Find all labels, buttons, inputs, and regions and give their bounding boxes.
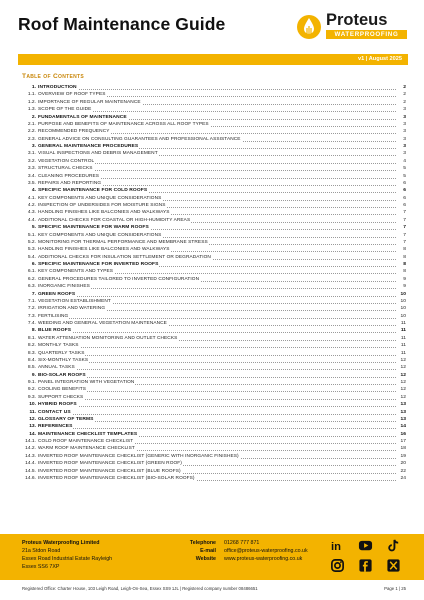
toc-entry-label: GENERAL PROCEDURES TAILORED TO INVERTED CONFIGURATION [38, 276, 200, 282]
toc-entry[interactable] [22, 283, 406, 290]
toc-entry[interactable] [22, 453, 406, 460]
toc-entry-number: 6.1. [27, 269, 36, 275]
toc-entry-number: 7.4. [27, 321, 36, 326]
toc-entry-label: MONTHLY TASKS [38, 343, 79, 349]
version-bar [18, 54, 408, 65]
toc-entry[interactable] [22, 401, 406, 408]
toc-entry-number: 10. [29, 402, 36, 408]
toc-entry-page: 7 [403, 210, 406, 216]
telephone-label: Telephone [189, 540, 216, 546]
toc-entry-label: RECOMMENDED FREQUENCY [38, 129, 110, 135]
toc-entry[interactable] [22, 460, 406, 467]
toc-entry[interactable] [22, 195, 406, 202]
toc-entry-number: 3.2. [27, 158, 36, 164]
dot-leader [38, 296, 396, 297]
toc-entry-label: WARM ROOF MAINTENANCE CHECKLIST [38, 446, 135, 452]
toc-entry-page: 5 [403, 173, 406, 179]
toc-entry-page: 3 [403, 114, 406, 120]
toc-entry[interactable] [22, 445, 406, 452]
toc-entry-label: SCOPE OF THE GUIDE [38, 107, 92, 113]
toc-entry-label: INORGANIC FINISHES [38, 284, 90, 290]
toc-entry[interactable] [22, 438, 406, 445]
toc-entry-number: 8.4. [27, 357, 36, 363]
address-line-3: Essex SS6 7XP [22, 564, 60, 571]
toc-entry-page: 6 [403, 203, 406, 208]
address-line-1: 21a Stdon Road [22, 548, 61, 555]
document-title: Roof Maintenance Guide [18, 14, 226, 34]
toc-entry-page: 13 [400, 409, 406, 415]
toc-entry-label: ADDITIONAL CHECKS FOR COASTAL OR HIGH-HUMIDITY AREAS [38, 217, 191, 223]
toc-entry-number: 14.4. [25, 461, 36, 467]
toc-entry-label: PANEL INTEGRATION WITH VEGETATION [38, 380, 135, 385]
toc-entry-number: 3.4. [27, 173, 36, 179]
toc-entry-page: 3 [403, 144, 406, 149]
page-number: Page 1 | 25 [384, 586, 406, 591]
toc-entry[interactable] [22, 173, 406, 180]
toc-entry[interactable] [22, 128, 406, 135]
toc-entry-page: 8 [403, 254, 406, 260]
toc-entry-number: 8.2. [27, 343, 36, 349]
toc-entry[interactable] [22, 150, 406, 157]
toc-entry[interactable] [22, 180, 406, 187]
dot-leader [38, 369, 396, 370]
toc-entry-label: IMPORTANCE OF REGULAR MAINTENANCE [38, 99, 141, 105]
toc-entry-number: 7.1. [27, 298, 36, 304]
toc-entry-number: 14.2. [25, 446, 36, 452]
toc-entry-page: 8 [403, 247, 406, 253]
footer-contact-values [224, 539, 308, 563]
toc-entry-page: 12 [400, 365, 406, 371]
brand-logo [296, 12, 408, 40]
dot-leader [38, 347, 396, 348]
toc-entry-page: 24 [400, 475, 406, 481]
toc-entry-label: WATER ATTENUATION MONITORING AND OUTLET CHECKS [38, 335, 178, 341]
toc-entry-label: FERTILISING [38, 313, 69, 319]
toc-entry-number: 2.3. [27, 136, 36, 142]
toc-entry[interactable] [22, 468, 406, 475]
toc-entry-page: 6 [403, 180, 406, 186]
toc-entry[interactable] [22, 475, 406, 482]
toc-entry-label: CONTACT US [38, 409, 71, 415]
toc-entry-label: ANNUAL TASKS [38, 365, 75, 371]
toc-entry-number: 4.1. [27, 195, 36, 201]
toc-entry-page: 13 [400, 402, 406, 408]
toc-entry[interactable] [22, 217, 406, 224]
toc-entry[interactable] [22, 91, 406, 98]
toc-entry-number: 7.2. [27, 306, 36, 312]
toc-entry[interactable] [22, 276, 406, 283]
toc-entry[interactable] [22, 106, 406, 113]
toc-entry[interactable] [22, 335, 406, 342]
toc-entry[interactable] [22, 305, 406, 312]
toc-entry-label: SPECIFIC MAINTENANCE FOR COLD ROOFS [38, 188, 148, 194]
dot-leader [38, 288, 396, 289]
toc-entry[interactable] [22, 254, 406, 261]
toc-entry-number: 1.2. [27, 99, 36, 105]
toc-entry-number: 9. [31, 372, 36, 378]
toc-entry-number: 9.3. [27, 394, 36, 400]
toc-entry-number: 5.2. [27, 239, 36, 245]
toc-entry-number: 9.1. [27, 380, 36, 385]
toc-entry[interactable] [22, 364, 406, 371]
toc-entry-number: 9.2. [27, 387, 36, 393]
toc-entry-number: 5.1. [27, 232, 36, 238]
toc-entry[interactable] [22, 165, 406, 172]
toc-entry-page: 11 [400, 321, 406, 326]
address-line-2: Essex Road Industrial Estate Rayleigh [22, 556, 113, 563]
toc-entry[interactable] [22, 209, 406, 216]
toc-entry-label: REFERENCES [38, 424, 73, 430]
toc-entry[interactable] [22, 313, 406, 320]
dot-leader [38, 428, 396, 429]
toc-entry-number: 14. [29, 431, 36, 437]
toc-entry-page: 11 [400, 335, 406, 341]
toc-entry-label: FUNDAMENTALS OF MAINTENANCE [38, 114, 127, 120]
table-of-contents [22, 84, 406, 482]
toc-entry-label: MONITORING FOR THERMAL PERFORMANCE AND MEMBRANE STRESS [38, 239, 208, 245]
toc-entry-page: 17 [400, 439, 406, 444]
toc-entry-label: GENERAL MAINTENANCE PROCEDURES [38, 144, 139, 149]
toc-entry-label: PURPOSE AND BENEFITS OF MAINTENANCE ACROSS ALL ROOF TYPES [38, 121, 209, 127]
toc-entry-page: 3 [403, 107, 406, 113]
dot-leader [38, 399, 396, 400]
toc-entry-page: 11 [400, 328, 406, 334]
toc-entry[interactable] [22, 268, 406, 275]
page-header [0, 0, 424, 48]
toc-entry[interactable] [22, 350, 406, 357]
toc-entry-label: ADDITIONAL CHECKS FOR INSULATION SETTLEMENT OR DEGRADATION [38, 254, 211, 260]
toc-entry[interactable] [22, 261, 406, 268]
toc-entry-number: 7. [31, 291, 36, 297]
toc-entry-number: 3. [31, 144, 36, 149]
toc-entry-label: SPECIFIC MAINTENANCE FOR INVERTED ROOFS [38, 262, 159, 267]
toc-entry-page: 20 [400, 461, 406, 467]
footer-company-block [22, 539, 112, 571]
linkedin-icon[interactable] [330, 538, 345, 553]
toc-entry-label: GENERAL ADVICE ON CONSULTING GUARANTEES AND PROFESSIONAL ASSISTANCE [38, 136, 241, 142]
toc-entry-label: GLOSSARY OF TERMS [38, 416, 94, 422]
toc-entry-number: 5.3. [27, 247, 36, 253]
toc-entry-label: REPAIRS AND REPORTING [38, 180, 102, 186]
toc-entry-label: HYBRID ROOFS [38, 402, 77, 408]
toc-entry-number: 8.3. [27, 350, 36, 356]
toc-entry-label: IRRIGATION AND WATERING [38, 306, 106, 312]
toc-entry-number: 6.2. [27, 276, 36, 282]
toc-entry-number: 6. [31, 262, 36, 267]
toc-entry[interactable] [22, 246, 406, 253]
toc-entry-page: 16 [400, 431, 406, 437]
toc-entry-label: INVERTED ROOF MAINTENANCE CHECKLIST (GENERIC WITH INORGANIC FINISHES) [38, 453, 239, 459]
email-label: E-mail [200, 548, 216, 555]
toc-entry-page: 5 [403, 166, 406, 172]
x-icon[interactable] [386, 558, 401, 573]
toc-entry-page: 13 [400, 416, 406, 422]
toc-entry[interactable] [22, 121, 406, 128]
version-label: v1 | August 2025 [358, 56, 402, 62]
toc-entry-page: 3 [403, 129, 406, 135]
toc-entry-page: 12 [400, 372, 406, 378]
toc-entry[interactable] [22, 187, 406, 194]
toc-entry-label: KEY COMPONENTS AND TYPES [38, 269, 114, 275]
youtube-icon[interactable] [358, 538, 373, 553]
toc-entry-number: 1.1. [27, 92, 36, 98]
toc-entry-label: CLEANING PROCEDURES [38, 173, 100, 179]
toc-entry-page: 11 [400, 350, 406, 356]
toc-entry-page: 18 [400, 446, 406, 452]
toc-entry-number: 1.3. [27, 107, 36, 113]
toc-entry-page: 6 [403, 188, 406, 194]
registration-text: Registered Office: Charter House, 103 Leigh Road, Leigh-On-Sea, Essex SS9 1JL | Registered company number 08486651 [22, 586, 258, 591]
toc-entry-page: 10 [400, 298, 406, 304]
dot-leader [38, 406, 396, 407]
toc-entry-label: VEGETATION CONTROL [38, 158, 95, 164]
toc-entry[interactable] [22, 84, 406, 91]
toc-entry-number: 7.3. [27, 313, 36, 319]
toc-entry-number: 14.3. [25, 453, 36, 459]
toc-entry-label: SPECIFIC MAINTENANCE FOR WARM ROOFS [38, 225, 149, 231]
toc-entry-label: MAINTENANCE CHECKLIST TEMPLATES [38, 431, 138, 437]
toc-entry-label: COOLING BENEFITS [38, 387, 87, 393]
toc-entry-number: 4. [31, 188, 36, 194]
toc-entry[interactable] [22, 99, 406, 106]
dot-leader [38, 89, 396, 90]
toc-entry-page: 10 [400, 306, 406, 312]
toc-entry-label: HANDLING FINISHES LIKE BALCONIES AND WALKWAYS [38, 210, 170, 216]
toc-entry-number: 14.1. [25, 439, 36, 444]
toc-entry-number: 8.5. [27, 365, 36, 371]
toc-entry-number: 2. [31, 114, 36, 120]
toc-entry-number: 2.1. [27, 121, 36, 127]
toc-entry-page: 22 [400, 468, 406, 474]
toc-entry-page: 7 [403, 239, 406, 245]
website-link[interactable]: www.proteus-waterproofing.co.uk [224, 556, 303, 563]
dot-leader [38, 332, 396, 333]
toc-entry[interactable] [22, 298, 406, 305]
toc-entry-page: 4 [403, 158, 406, 164]
toc-entry-label: GREEN ROOFS [38, 291, 76, 297]
toc-entry-label: SIX-MONTHLY TASKS [38, 357, 89, 363]
telephone-value: 01268 777 871 [224, 540, 260, 546]
toc-entry-label: BLUE ROOFS [38, 328, 72, 334]
tiktok-icon[interactable] [386, 538, 401, 553]
company-name: Proteus Waterproofing Limited [22, 540, 100, 546]
toc-entry-label: SUPPORT CHECKS [38, 394, 84, 400]
toc-entry-page: 12 [400, 394, 406, 400]
toc-entry[interactable] [22, 114, 406, 121]
website-label: Website [195, 556, 216, 563]
toc-entry[interactable] [22, 409, 406, 416]
toc-entry-number: 5.4. [27, 254, 36, 260]
dot-leader [38, 377, 396, 378]
toc-entry-page: 9 [403, 276, 406, 282]
toc-entry-number: 14.5. [25, 468, 36, 474]
brand-name: Proteus [326, 11, 388, 29]
toc-entry-page: 19 [400, 453, 406, 459]
toc-entry[interactable] [22, 416, 406, 423]
toc-entry-label: HANDLING FINISHES LIKE BALCONIES AND WALKWAYS [38, 247, 170, 253]
toc-entry-page: 11 [400, 343, 406, 349]
instagram-icon[interactable] [330, 558, 345, 573]
toc-entry-label: VISUAL INSPECTIONS AND DEBRIS MANAGEMENT [38, 151, 158, 157]
toc-entry[interactable] [22, 327, 406, 334]
toc-entry-page: 6 [403, 195, 406, 201]
toc-entry-label: INVERTED ROOF MAINTENANCE CHECKLIST (BIO-SOLAR ROOFS) [38, 475, 195, 481]
dot-leader [38, 318, 396, 319]
toc-entry-number: 8.1. [27, 335, 36, 341]
toc-entry-number: 1. [31, 85, 36, 90]
toc-entry-label: KEY COMPONENTS AND UNIQUE CONSIDERATIONS [38, 195, 162, 201]
toc-heading: Table of Contents [22, 73, 84, 80]
toc-entry[interactable] [22, 320, 406, 327]
toc-entry[interactable] [22, 357, 406, 364]
dot-leader [38, 391, 396, 392]
toc-entry-label: INVERTED ROOF MAINTENANCE CHECKLIST (GREEN ROOF) [38, 461, 182, 467]
toc-entry-number: 14.6. [25, 475, 36, 481]
facebook-icon[interactable] [358, 558, 373, 573]
toc-entry-label: STRUCTURAL CHECKS [38, 166, 93, 172]
toc-entry[interactable] [22, 394, 406, 401]
toc-entry-number: 11. [29, 409, 36, 415]
toc-entry-page: 10 [400, 291, 406, 297]
toc-entry-number: 4.2. [27, 203, 36, 208]
toc-entry-number: 5. [31, 225, 36, 231]
toc-entry-number: 8. [31, 328, 36, 334]
toc-entry-label: OVERVIEW OF ROOF TYPES [38, 92, 106, 98]
dot-leader [38, 355, 396, 356]
toc-entry[interactable] [22, 291, 406, 298]
toc-entry-page: 2 [403, 92, 406, 98]
toc-entry-page: 7 [403, 232, 406, 238]
toc-entry[interactable] [22, 158, 406, 165]
dot-leader [38, 362, 396, 363]
proteus-logo-icon [296, 14, 322, 40]
toc-entry[interactable] [22, 224, 406, 231]
toc-entry-page: 7 [403, 225, 406, 231]
toc-entry-page: 2 [403, 85, 406, 90]
toc-entry[interactable] [22, 372, 406, 379]
toc-entry-number: 4.4. [27, 217, 36, 223]
toc-entry[interactable] [22, 239, 406, 246]
toc-entry[interactable] [22, 143, 406, 150]
toc-entry[interactable] [22, 342, 406, 349]
toc-entry[interactable] [22, 202, 406, 209]
toc-entry-page: 8 [403, 262, 406, 267]
toc-entry-label: INVERTED ROOF MAINTENANCE CHECKLIST (BLUE ROOFS) [38, 468, 181, 474]
toc-entry-page: 12 [400, 380, 406, 385]
toc-entry-page: 14 [400, 424, 406, 430]
toc-entry-page: 8 [403, 269, 406, 275]
toc-entry[interactable] [22, 379, 406, 386]
footer-contact-labels [176, 539, 216, 563]
toc-entry-page: 9 [403, 284, 406, 290]
dot-leader [38, 414, 396, 415]
toc-entry-page: 10 [400, 313, 406, 319]
toc-entry-page: 3 [403, 121, 406, 127]
toc-entry-number: 2.2. [27, 129, 36, 135]
toc-entry-label: COLD ROOF MAINTENANCE CHECKLIST [38, 439, 134, 444]
toc-entry-number: 6.3. [27, 284, 36, 290]
brand-tagline: WATERPROOFING [326, 30, 407, 39]
toc-entry-page: 7 [403, 217, 406, 223]
toc-entry-label: BIO-SOLAR ROOFS [38, 372, 86, 378]
toc-entry[interactable] [22, 423, 406, 430]
toc-entry-page: 12 [400, 387, 406, 393]
toc-entry-label: KEY COMPONENTS AND UNIQUE CONSIDERATIONS [38, 232, 162, 238]
toc-entry-number: 3.5. [27, 180, 36, 186]
svg-text:in: in [330, 541, 341, 553]
toc-entry-number: 3.3. [27, 166, 36, 172]
toc-entry-number: 3.1. [27, 151, 36, 157]
toc-entry[interactable] [22, 136, 406, 143]
toc-entry-label: QUARTERLY TASKS [38, 350, 85, 356]
toc-entry[interactable] [22, 386, 406, 393]
toc-entry-label: WEEDING AND GENERAL VEGETATION MAINTENANCE [38, 321, 167, 326]
toc-entry-page: 3 [403, 136, 406, 142]
toc-entry[interactable] [22, 431, 406, 438]
toc-entry-number: 4.3. [27, 210, 36, 216]
toc-entry-label: INSPECTION OF UNDERSIDES FOR MOISTURE SIGNS [38, 203, 166, 208]
toc-entry-number: 13. [29, 424, 36, 430]
toc-entry[interactable] [22, 232, 406, 239]
email-link[interactable]: office@proteus-waterproofing.co.uk [224, 548, 308, 555]
toc-entry-number: 12. [29, 416, 36, 422]
toc-entry-page: 12 [400, 357, 406, 363]
toc-entry-page: 3 [403, 151, 406, 157]
toc-entry-label: VEGETATION ESTABLISHMENT [38, 298, 111, 304]
toc-entry-label: INTRODUCTION [38, 85, 77, 90]
toc-entry-page: 2 [403, 99, 406, 105]
